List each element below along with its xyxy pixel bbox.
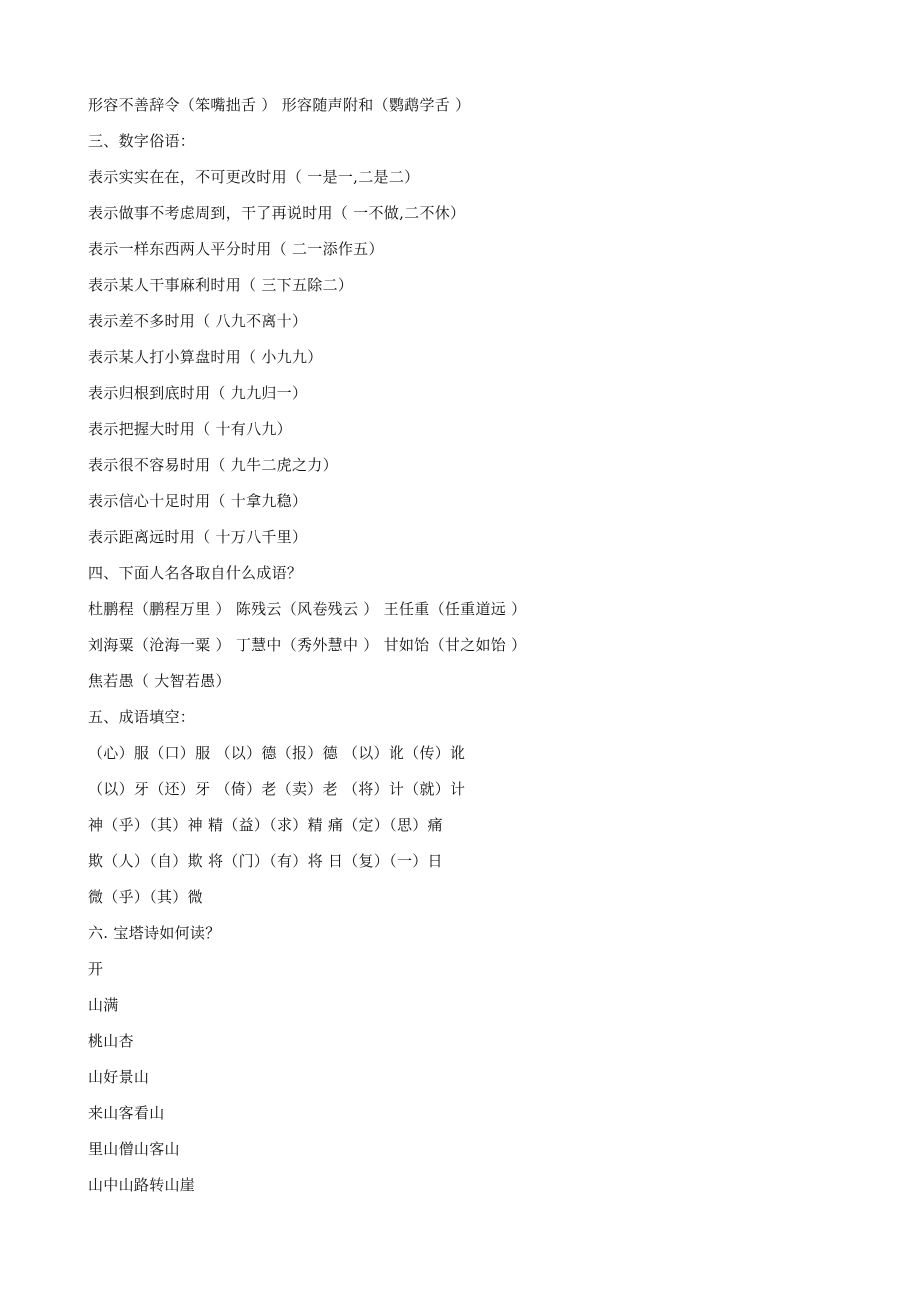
- number-saying-line: 表示信心十足时用（ 十拿九稳）: [88, 492, 308, 510]
- idiom-fill-line: 微（乎）（其）微: [88, 888, 203, 906]
- idiom-clue-line: 形容不善辞令（笨嘴拙舌 ） 形容随声附和（鹦鹉学舌 ）: [88, 96, 471, 114]
- name-idiom-line: 刘海粟（沧海一粟 ） 丁慧中（秀外慧中 ） 甘如饴（甘之如饴 ）: [88, 636, 527, 654]
- section-heading-5: 五、成语填空：: [88, 708, 196, 726]
- name-idiom-line: 焦若愚（ 大智若愚）: [88, 672, 231, 690]
- number-saying-line: 表示差不多时用（ 八九不离十）: [88, 312, 308, 330]
- pagoda-poem-line: 山中山路转山崖: [88, 1176, 196, 1194]
- pagoda-poem-line: 桃山杏: [88, 1032, 134, 1050]
- pagoda-poem-line: 山好景山: [88, 1068, 150, 1086]
- section-heading-3: 三、数字俗语：: [88, 132, 196, 150]
- number-saying-line: 表示某人打小算盘时用（ 小九九）: [88, 348, 323, 366]
- number-saying-line: 表示做事不考虑周到，干了再说时用（ 一不做,二不休）: [88, 204, 466, 222]
- pagoda-poem-line: 开: [88, 960, 104, 978]
- number-saying-line: 表示实实在在，不可更改时用（ 一是一,二是二）: [88, 168, 420, 186]
- idiom-fill-line: 欺（人）（自）欺 将（门）（有）将 日（复）（一）日: [88, 852, 443, 870]
- number-saying-line: 表示归根到底时用（ 九九归一）: [88, 384, 308, 402]
- pagoda-poem-line: 里山僧山客山: [88, 1140, 180, 1158]
- number-saying-line: 表示很不容易时用（ 九牛二虎之力）: [88, 456, 338, 474]
- pagoda-poem-line: 山满: [88, 996, 119, 1014]
- number-saying-line: 表示某人干事麻利时用（ 三下五除二）: [88, 276, 354, 294]
- idiom-fill-line: 神（乎）（其）神 精（益）（求）精 痛（定）（思）痛: [88, 816, 443, 834]
- section-heading-6: 六. 宝塔诗如何读？: [88, 924, 221, 942]
- number-saying-line: 表示把握大时用（ 十有八九）: [88, 420, 292, 438]
- number-saying-line: 表示一样东西两人平分时用（ 二一添作五）: [88, 240, 384, 258]
- idiom-fill-line: （以）牙（还）牙 （倚）老（卖）老 （将）计（就）计: [88, 780, 466, 798]
- section-heading-4: 四、下面人名各取自什么成语？: [88, 564, 303, 582]
- name-idiom-line: 杜鹏程（鹏程万里 ） 陈残云（风卷残云 ） 王任重（任重道远 ）: [88, 600, 527, 618]
- idiom-fill-line: （心）服（口）服 （以）德（报）德 （以）讹（传）讹: [88, 744, 466, 762]
- number-saying-line: 表示距离远时用（ 十万八千里）: [88, 528, 308, 546]
- pagoda-poem-line: 来山客看山: [88, 1104, 165, 1122]
